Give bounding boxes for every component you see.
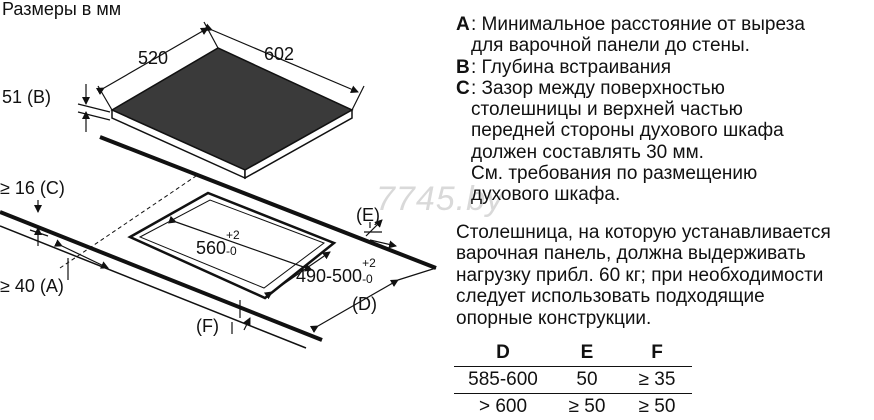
distance-a-label: ≥ 40 (A) bbox=[0, 276, 64, 296]
caption: Размеры в мм bbox=[2, 0, 122, 19]
cutout-depth-label bbox=[296, 256, 378, 287]
hob-depth-label: 520 bbox=[138, 48, 169, 68]
table-header-d: D bbox=[496, 342, 510, 363]
label-e: (E) bbox=[356, 205, 380, 225]
label-f: (F) bbox=[196, 316, 219, 336]
cutout-width-value: 560 bbox=[196, 238, 227, 258]
table-cell: > 600 bbox=[454, 394, 552, 420]
legend-b-key: B bbox=[456, 57, 470, 78]
table-header-f: F bbox=[651, 342, 663, 363]
gap-c-label: ≥ 16 (C) bbox=[0, 178, 65, 198]
table-cell: ≥ 50 bbox=[552, 394, 622, 420]
cutout-width-tol-up: +2 bbox=[226, 228, 240, 242]
watermark: 7745.by bbox=[376, 180, 504, 218]
legend-a-text: : Минимальное расстояние от выреза для варочной панели до стены. bbox=[471, 14, 805, 57]
label-d: (D) bbox=[352, 294, 377, 314]
legend-b-text: : Глубина встраивания bbox=[471, 57, 672, 78]
legend-c-text: : Зазор между поверхностью столешницы и верхней частью передней стороны духового шкафа должен составлять 30 мм. См. требования по размещению духового шкафа. bbox=[471, 78, 784, 206]
cutout-depth-tol-up: +2 bbox=[362, 256, 376, 270]
dimensions-table bbox=[454, 340, 692, 420]
legend-c-key: C bbox=[456, 78, 470, 99]
table-cell: 585-600 bbox=[454, 367, 552, 394]
depth-b-label: 51 (B) bbox=[2, 87, 52, 107]
cutout-depth-value: 490-500 bbox=[296, 266, 363, 286]
table-header-e: E bbox=[580, 342, 594, 363]
table-cell: 50 bbox=[552, 367, 622, 394]
cutout-width-label bbox=[196, 228, 242, 259]
table-row bbox=[454, 367, 692, 394]
cutout-width-tol-down: -0 bbox=[226, 244, 237, 258]
legend-a-key: A bbox=[456, 14, 470, 35]
table-cell: ≥ 35 bbox=[622, 367, 692, 394]
table-row bbox=[454, 394, 692, 420]
load-note: Столешница, на которую устанавливается варочная панель, должна выдерживать нагрузку прибл. 60 кг; при необходимости следует использовать подходящие опорные конструкции. bbox=[456, 222, 831, 329]
cutout-depth-tol-down: -0 bbox=[362, 272, 373, 286]
table-cell: ≥ 50 bbox=[622, 394, 692, 420]
hob-width-label: 602 bbox=[264, 44, 295, 64]
table-header-row bbox=[454, 340, 692, 367]
